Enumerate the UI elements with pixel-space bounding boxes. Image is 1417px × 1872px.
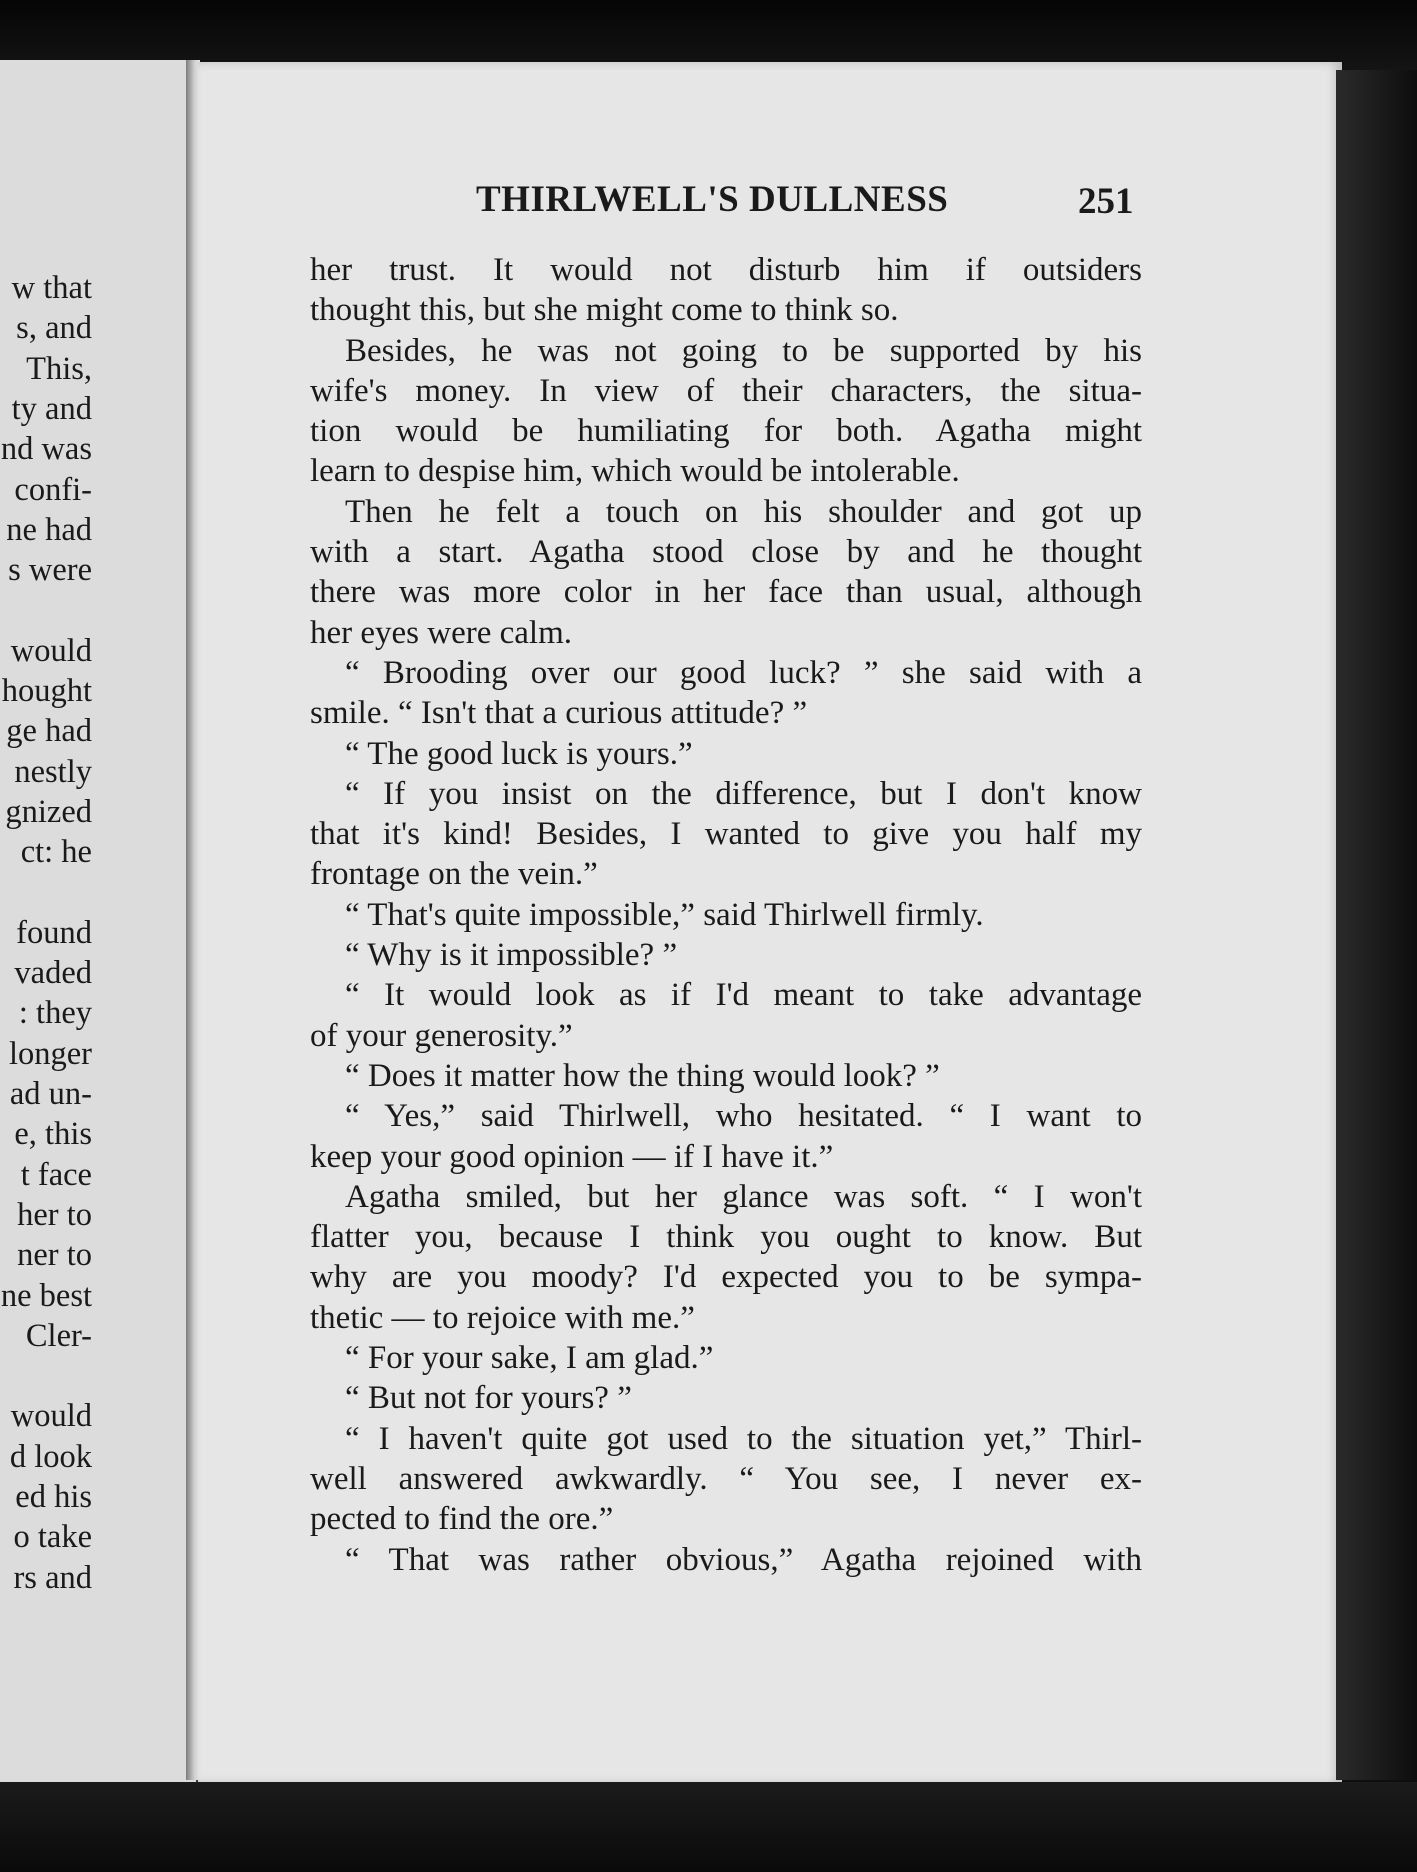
text-line: well answered awkwardly. “ You see, I never ex- (310, 1460, 1142, 1497)
text-line: “ That was rather obvious,” Agatha rejoined with (345, 1541, 1142, 1578)
text-line: her trust. It would not disturb him if outsiders (310, 252, 1142, 288)
previous-page-line: Cler- (25, 1317, 92, 1354)
text-line: Agatha smiled, but her glance was soft. “ I won't (345, 1178, 1142, 1215)
previous-page-line: ed his (15, 1479, 92, 1515)
previous-page-line: ne had (6, 511, 92, 548)
text-line: keep your good opinion — if I have it.” (310, 1138, 834, 1175)
previous-page-line: nd was (0, 431, 92, 468)
text-line: “ If you insist on the difference, but I don't know (345, 775, 1142, 812)
previous-page-line: t face (20, 1156, 92, 1193)
previous-page-line: rs and (13, 1559, 92, 1596)
text-line: that it's kind! Besides, I wanted to give you half my (310, 816, 1142, 853)
text-line: why are you moody? I'd expected you to be sympa- (310, 1259, 1142, 1296)
text-line: Besides, he was not going to be supported by his (345, 332, 1142, 369)
previous-page-line: s were (8, 552, 92, 589)
text-line: “ For your sake, I am glad.” (345, 1340, 714, 1377)
previous-page-line: o take (13, 1519, 92, 1556)
previous-page-line: ty and (11, 390, 92, 427)
previous-page-line: longer (8, 1035, 92, 1072)
text-line: smile. “ Isn't that a curious attitude? ” (310, 695, 808, 732)
previous-page-line: ne best (0, 1277, 92, 1314)
text-line: “ Does it matter how the thing would look? ” (345, 1057, 940, 1094)
previous-page-line: nestly (14, 753, 92, 790)
text-line: “ The good luck is yours.” (345, 735, 693, 772)
text-line: with a start. Agatha stood close by and he thought (310, 534, 1142, 571)
previous-page-fragment (0, 60, 199, 1782)
previous-page-line: This, (26, 350, 92, 387)
text-line: thetic — to rejoice with me.” (310, 1299, 695, 1336)
previous-page-line: w that (11, 270, 92, 306)
previous-page-line: would (10, 632, 92, 669)
page-number: 251 (1078, 181, 1134, 222)
previous-page-line: gnized (5, 793, 92, 830)
text-line: of your generosity.” (310, 1017, 573, 1054)
text-line: “ That's quite impossible,” said Thirlwell firmly. (345, 896, 984, 933)
text-line: wife's money. In view of their characters, the situa- (310, 372, 1142, 409)
text-line: tion would be humiliating for both. Agatha might (310, 413, 1142, 450)
text-line: thought this, but she might come to think so. (310, 292, 899, 329)
text-line: pected to find the ore.” (310, 1501, 614, 1538)
previous-page-line: d look (9, 1438, 92, 1475)
previous-page-text (0, 60, 196, 1782)
previous-page-line: ge had (6, 713, 92, 750)
text-line: frontage on the vein.” (310, 856, 598, 893)
text-line: learn to despise him, which would be intolerable. (310, 453, 960, 490)
scanner-background-bottom (0, 1782, 1417, 1872)
previous-page-line: ct: he (20, 834, 92, 871)
text-line: “ Brooding over our good luck? ” she said with a (345, 654, 1142, 691)
previous-page-line: hought (1, 673, 92, 709)
text-line: her eyes were calm. (310, 614, 573, 651)
text-line: “ Why is it impossible? ” (345, 937, 678, 974)
previous-page-line: vaded (14, 955, 92, 992)
text-line: there was more color in her face than usual, although (310, 574, 1142, 611)
text-line: “ I haven't quite got used to the situation yet,” Thirl- (345, 1420, 1142, 1457)
text-line: flatter you, because I think you ought to know. But (310, 1219, 1142, 1256)
text-line: “ But not for yours? ” (345, 1380, 632, 1417)
previous-page-line: s, and (16, 310, 92, 347)
previous-page-line: found (16, 914, 92, 951)
previous-page-line: : they (18, 995, 92, 1032)
previous-page-line: ad un- (9, 1076, 92, 1112)
body-text (310, 250, 1142, 1580)
text-line: Then he felt a touch on his shoulder and got up (345, 493, 1142, 530)
text-line: “ It would look as if I'd meant to take advantage (345, 977, 1142, 1014)
previous-page-line: ner to (17, 1237, 92, 1274)
running-head: THIRLWELL'S DULLNESS (476, 179, 949, 220)
previous-page-line: her to (17, 1196, 92, 1233)
text-line: “ Yes,” said Thirlwell, who hesitated. “ I want to (345, 1098, 1142, 1135)
previous-page-line: confi- (14, 471, 92, 508)
previous-page-line: would (10, 1398, 92, 1435)
previous-page-line: e, this (14, 1116, 92, 1153)
scanner-background-right (1336, 70, 1417, 1780)
